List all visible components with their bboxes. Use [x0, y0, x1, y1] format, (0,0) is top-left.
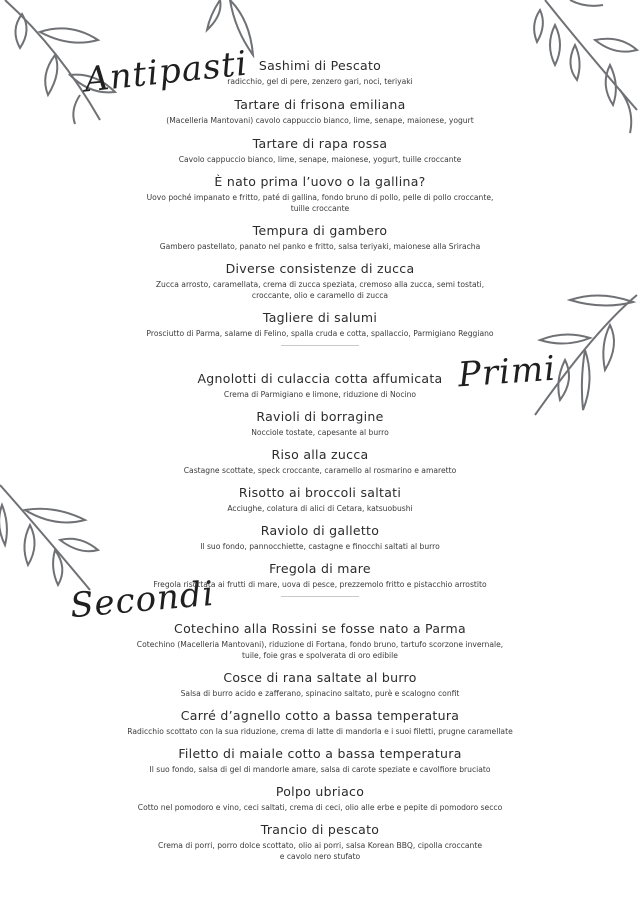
section-divider	[281, 345, 359, 346]
dish-description: Il suo fondo, pannocchiette, castagne e finocchi saltati al burro	[200, 542, 440, 551]
dish-name: Tagliere di salumi	[262, 310, 378, 325]
menu-item	[0, 523, 640, 552]
dish-name: Raviolo di galletto	[260, 523, 380, 538]
dish-description: Zucca arrosto, caramellata, crema di zucca speziata, cremoso alla zucca, semi tostati,	[155, 280, 485, 289]
dish-name: Fregola di mare	[269, 561, 371, 576]
dish-description: Cotto nel pomodoro e vino, ceci saltati, crema di ceci, olio alle erbe e pepite di pomodoro secco	[137, 803, 503, 812]
dish-description: Fregola risottata ai frutti di mare, uova di pesce, prezzemolo fritto e pistacchio arrostito	[153, 580, 487, 589]
dish-description: Cotechino (Macelleria Mantovani), riduzione di Fortana, fondo bruno, tartufo scorzone invernale,	[136, 640, 504, 649]
menu-item	[0, 371, 640, 400]
dish-description: radicchio, gel di pere, zenzero gari, noci, teriyaki	[227, 77, 413, 86]
menu-item	[0, 58, 640, 87]
dish-name: Cotechino alla Rossini se fosse nato a Parma	[174, 621, 466, 636]
dish-description: Il suo fondo, salsa di gel di mandorle amare, salsa di carote speziate e cavolfiore bruciato	[149, 765, 491, 774]
dish-name: Tartare di frisona emiliana	[234, 97, 406, 112]
dish-name: Tartare di rapa rossa	[252, 136, 388, 151]
dish-name: Cosce di rana saltate al burro	[223, 670, 417, 685]
section-title-secondi: Secondi	[68, 573, 216, 627]
dish-name: Risotto ai broccoli saltati	[238, 485, 402, 500]
dish-description: Crema di porri, porro dolce scottato, olio ai porri, salsa Korean BBQ, cipolla croccante	[157, 841, 482, 850]
dish-description-line2: tuile, foie gras e spolverata di oro edibile	[242, 651, 398, 660]
dish-description: Radicchio scottato con la sua riduzione, crema di latte di mandorla e i suoi filetti, prugne caramellate	[127, 727, 513, 736]
dish-description: Castagne scottate, speck croccante, caramello al rosmarino e amaretto	[183, 466, 457, 475]
section-divider	[281, 596, 359, 597]
menu-item	[0, 97, 640, 126]
dish-description-line2: tuille croccante	[290, 204, 350, 213]
section-title-antipasti: Antipasti	[82, 43, 250, 101]
menu-item	[0, 310, 640, 339]
dish-name: Filetto di maiale cotto a bassa temperatura	[178, 746, 462, 761]
dish-description: (Macelleria Mantovani) cavolo cappuccio bianco, lime, senape, maionese, yogurt	[166, 116, 474, 125]
dish-description-line2: e cavolo nero stufato	[279, 852, 361, 861]
dish-description: Gambero pastellato, panato nel panko e fritto, salsa teriyaki, maionese alla Sriracha	[159, 242, 481, 251]
dish-description: Acciughe, colatura di alici di Cetara, katsuobushi	[227, 504, 413, 513]
menu-item	[0, 746, 640, 775]
menu-item	[0, 822, 640, 862]
menu-item	[0, 261, 640, 301]
dish-name: Riso alla zucca	[271, 447, 369, 462]
menu-item	[0, 621, 640, 661]
menu-item	[0, 561, 640, 590]
dish-name: Carré d’agnello cotto a bassa temperatura	[180, 708, 460, 723]
dish-name: Polpo ubriaco	[275, 784, 365, 799]
dish-name: Sashimi di Pescato	[258, 58, 382, 73]
dish-name: Agnolotti di culaccia cotta affumicata	[197, 371, 443, 386]
dish-name: Tempura di gambero	[252, 223, 388, 238]
section-title-primi: Primi	[456, 348, 558, 396]
dish-description: Prosciutto di Parma, salame di Felino, spalla cruda e cotta, spallaccio, Parmigiano Reggiano	[146, 329, 494, 338]
dish-description: Crema di Parmigiano e limone, riduzione di Nocino	[223, 390, 417, 399]
menu-item	[0, 670, 640, 699]
menu-item	[0, 136, 640, 165]
menu-item	[0, 708, 640, 737]
dish-description-line2: croccante, olio e caramello di zucca	[251, 291, 389, 300]
menu-item	[0, 784, 640, 813]
dish-name: Diverse consistenze di zucca	[225, 261, 415, 276]
dish-description: Cavolo cappuccio bianco, lime, senape, maionese, yogurt, tuille croccante	[178, 155, 462, 164]
dish-description: Uovo poché impanato e fritto, paté di gallina, fondo bruno di pollo, pelle di pollo croccante,	[146, 193, 494, 202]
dish-name: Ravioli di borragine	[256, 409, 384, 424]
dish-name: È nato prima l’uovo o la gallina?	[214, 174, 426, 189]
dish-name: Trancio di pescato	[260, 822, 380, 837]
dish-description: Salsa di burro acido e zafferano, spinacino saltato, purè e scalogno confit	[180, 689, 460, 698]
menu-item	[0, 485, 640, 514]
menu-item	[0, 174, 640, 214]
dish-description: Nocciole tostate, capesante al burro	[251, 428, 389, 437]
menu-item	[0, 447, 640, 476]
menu-item	[0, 409, 640, 438]
menu-item	[0, 223, 640, 252]
